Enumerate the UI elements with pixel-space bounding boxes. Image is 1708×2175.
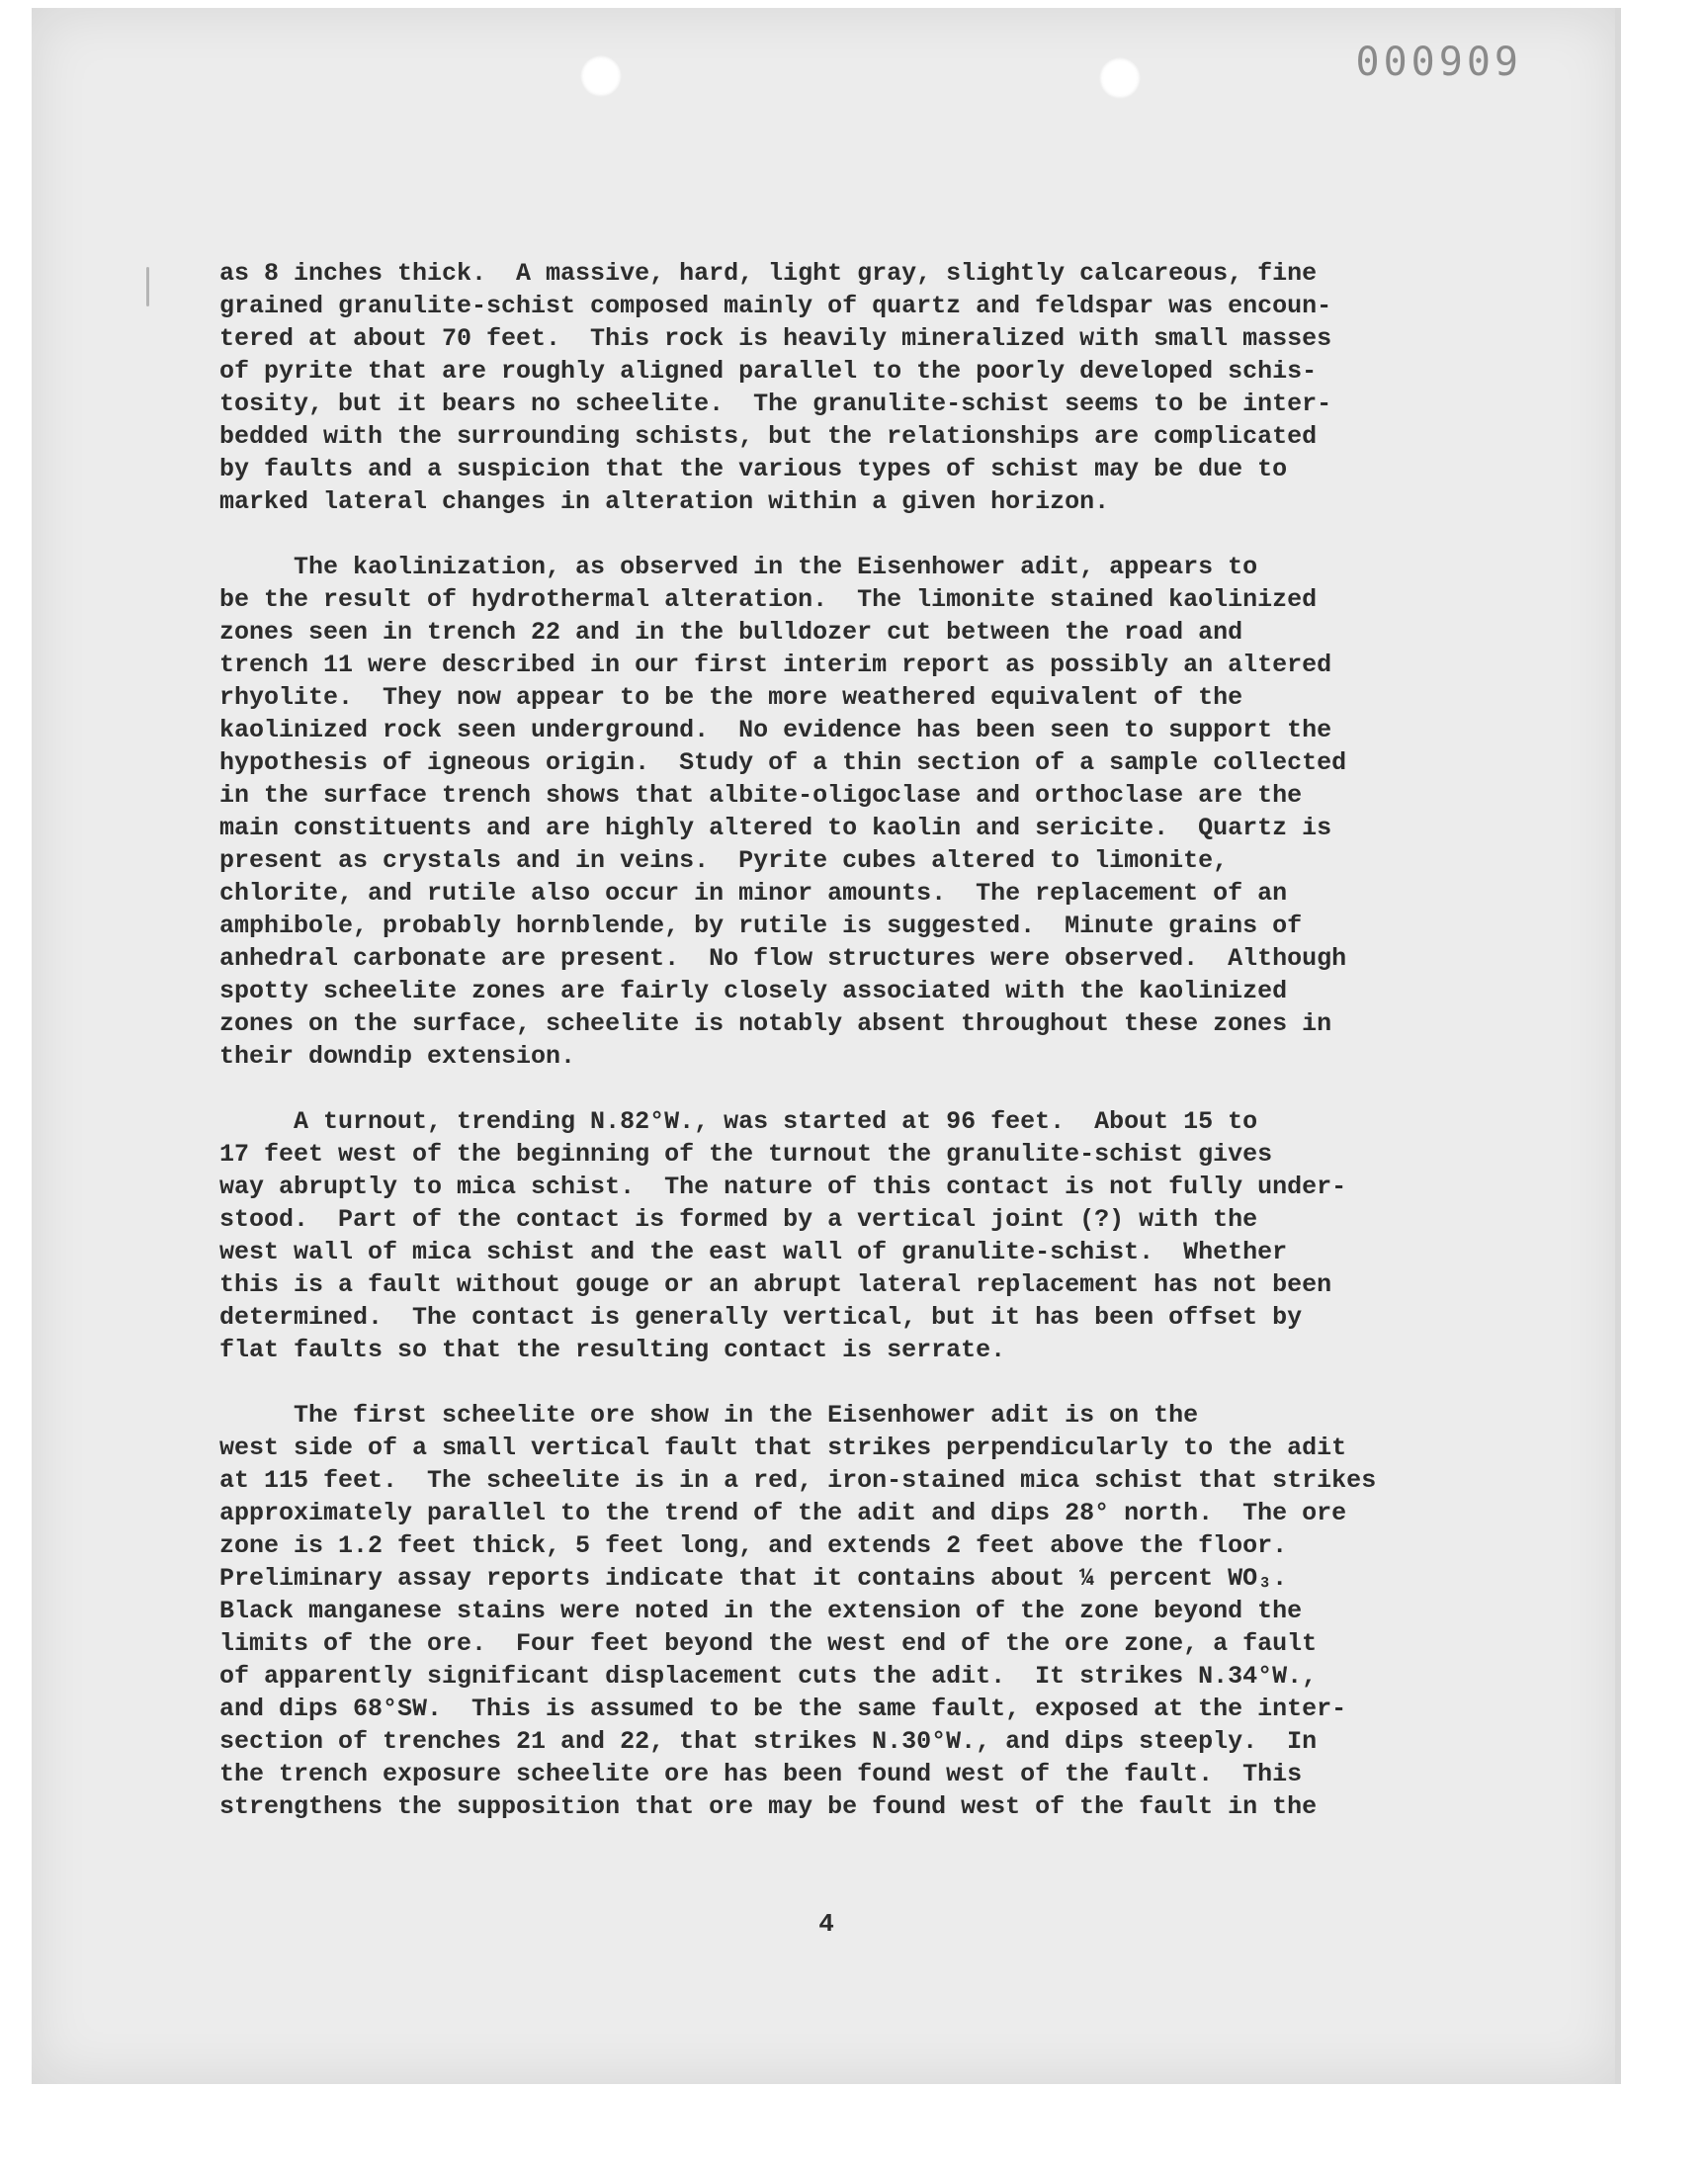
paragraph: [219, 1399, 1540, 1823]
text-line: west side of a small vertical fault that strikes perpendicularly to the adit: [219, 1434, 1347, 1462]
paragraph: [219, 1105, 1540, 1366]
text-line: limits of the ore. Four feet beyond the west end of the ore zone, a fault: [219, 1629, 1318, 1658]
punch-hole-right: [1099, 57, 1141, 99]
paragraph: [219, 257, 1540, 518]
text-line: anhedral carbonate are present. No flow structures were observed. Although: [219, 944, 1347, 973]
text-line: kaolinized rock seen underground. No evidence has been seen to support the: [219, 716, 1332, 744]
text-line: rhyolite. They now appear to be the more weathered equivalent of the: [219, 683, 1243, 712]
text-line: the trench exposure scheelite ore has been found west of the fault. This: [219, 1760, 1303, 1788]
text-line: present as crystals and in veins. Pyrite cubes altered to limonite,: [219, 846, 1229, 875]
text-line: spotty scheelite zones are fairly closely associated with the kaolinized: [219, 977, 1288, 1005]
page-number: 4: [818, 1909, 834, 1939]
text-line: grained granulite-schist composed mainly of quartz and feldspar was encoun-: [219, 292, 1332, 320]
text-line: by faults and a suspicion that the various types of schist may be due to: [219, 455, 1288, 483]
document-body: [219, 257, 1540, 1823]
text-line: Preliminary assay reports indicate that it contains about ¼ percent WO₃.: [219, 1564, 1288, 1593]
document-page: [32, 8, 1621, 2084]
text-line: The first scheelite ore show in the Eisenhower adit is on the: [219, 1401, 1199, 1430]
text-line: 17 feet west of the beginning of the turnout the granulite-schist gives: [219, 1140, 1273, 1169]
paragraph-gap: [219, 1073, 1540, 1105]
text-line: be the result of hydrothermal alteration. The limonite stained kaolinized: [219, 585, 1318, 614]
text-line: at 115 feet. The scheelite is in a red, iron-stained mica schist that strikes: [219, 1466, 1377, 1495]
document-number: 000909: [1355, 40, 1522, 85]
paragraph-gap: [219, 518, 1540, 551]
text-line: in the surface trench shows that albite-oligoclase and orthoclase are the: [219, 781, 1303, 810]
margin-pencil-mark: [146, 267, 149, 306]
text-line: determined. The contact is generally vertical, but it has been offset by: [219, 1303, 1303, 1332]
text-line: bedded with the surrounding schists, but the relationships are complicated: [219, 422, 1318, 451]
punch-hole-left: [580, 55, 622, 97]
text-line: this is a fault without gouge or an abrupt lateral replacement has not been: [219, 1270, 1332, 1299]
text-line: flat faults so that the resulting contact is serrate.: [219, 1336, 1006, 1364]
text-line: of pyrite that are roughly aligned parallel to the poorly developed schis-: [219, 357, 1318, 386]
text-line: hypothesis of igneous origin. Study of a thin section of a sample collected: [219, 748, 1347, 777]
text-line: of apparently significant displacement cuts the adit. It strikes N.34°W.,: [219, 1662, 1318, 1691]
text-line: tosity, but it bears no scheelite. The granulite-schist seems to be inter-: [219, 390, 1332, 418]
text-line: zones on the surface, scheelite is notably absent throughout these zones in: [219, 1009, 1332, 1038]
text-line: chlorite, and rutile also occur in minor amounts. The replacement of an: [219, 879, 1288, 908]
text-line: amphibole, probably hornblende, by rutile is suggested. Minute grains of: [219, 912, 1303, 940]
paragraph-gap: [219, 1366, 1540, 1399]
text-line: way abruptly to mica schist. The nature of this contact is not fully under-: [219, 1173, 1347, 1201]
text-line: main constituents and are highly altered to kaolin and sericite. Quartz is: [219, 814, 1332, 842]
text-line: strengthens the supposition that ore may be found west of the fault in the: [219, 1792, 1318, 1821]
text-line: west wall of mica schist and the east wall of granulite-schist. Whether: [219, 1238, 1288, 1266]
text-line: and dips 68°SW. This is assumed to be the same fault, exposed at the inter-: [219, 1695, 1347, 1723]
page-edge-shadow: [1615, 8, 1621, 2084]
text-line: tered at about 70 feet. This rock is heavily mineralized with small masses: [219, 324, 1332, 353]
text-line: A turnout, trending N.82°W., was started at 96 feet. About 15 to: [219, 1107, 1258, 1136]
text-line: section of trenches 21 and 22, that strikes N.30°W., and dips steeply. In: [219, 1727, 1318, 1756]
text-line: approximately parallel to the trend of the adit and dips 28° north. The ore: [219, 1499, 1347, 1527]
text-line: zones seen in trench 22 and in the bulldozer cut between the road and: [219, 618, 1243, 647]
text-line: marked lateral changes in alteration within a given horizon.: [219, 487, 1110, 516]
text-line: zone is 1.2 feet thick, 5 feet long, and extends 2 feet above the floor.: [219, 1531, 1288, 1560]
text-line: as 8 inches thick. A massive, hard, light gray, slightly calcareous, fine: [219, 259, 1318, 288]
text-line: their downdip extension.: [219, 1042, 576, 1071]
text-line: Black manganese stains were noted in the extension of the zone beyond the: [219, 1597, 1303, 1625]
text-line: trench 11 were described in our first interim report as possibly an altered: [219, 651, 1332, 679]
text-line: stood. Part of the contact is formed by a vertical joint (?) with the: [219, 1205, 1258, 1234]
text-line: The kaolinization, as observed in the Eisenhower adit, appears to: [219, 553, 1258, 581]
paragraph: [219, 551, 1540, 1073]
